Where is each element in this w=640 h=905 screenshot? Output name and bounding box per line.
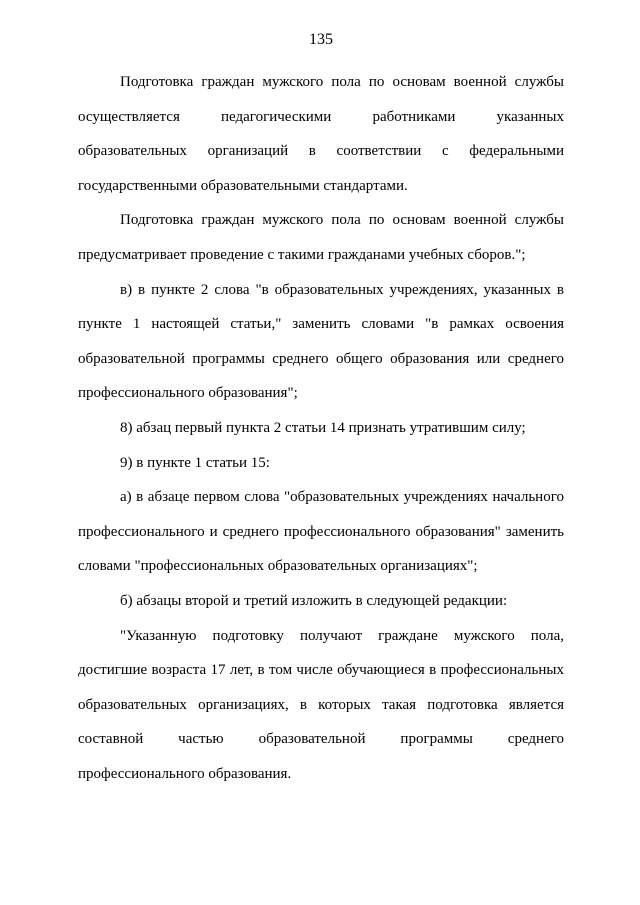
paragraph-4: 8) абзац первый пункта 2 статьи 14 признать утратившим силу; — [120, 419, 526, 436]
page-number: 135 — [309, 31, 333, 48]
paragraph-1: Подготовка граждан мужского пола по основам военной службы осуществляется педагогическими работниками указанных образовательных организаций в соответствии с федеральными государственными образовательными стандартами. — [78, 74, 564, 194]
paragraph-7: б) абзацы второй и третий изложить в следующей редакции: — [120, 592, 508, 609]
paragraph-5: 9) в пункте 1 статьи 15: — [120, 454, 270, 471]
paragraph-2: Подготовка граждан мужского пола по основам военной службы предусматривает проведение с такими гражданами учебных сборов."; — [78, 212, 564, 263]
paragraph-8: "Указанную подготовку получают граждане мужского пола, достигшие возраста 17 лет, в том числе обучающиеся в профессиональных образовательных организациях, в которых такая подготовка является составной частью образовательной программы среднего профессионального образования. — [78, 627, 564, 782]
paragraph-6: а) в абзаце первом слова "образовательных учреждениях начального профессионального и среднего профессионального образования" заменить словами "профессиональных образовательных организациях"; — [78, 489, 564, 575]
document-body — [78, 65, 564, 791]
paragraph-3: в) в пункте 2 слова "в образовательных учреждениях, указанных в пункте 1 настоящей статьи," заменить словами "в рамках освоения образовательной программы среднего общего образования или среднего профессионального образования"; — [78, 281, 564, 402]
